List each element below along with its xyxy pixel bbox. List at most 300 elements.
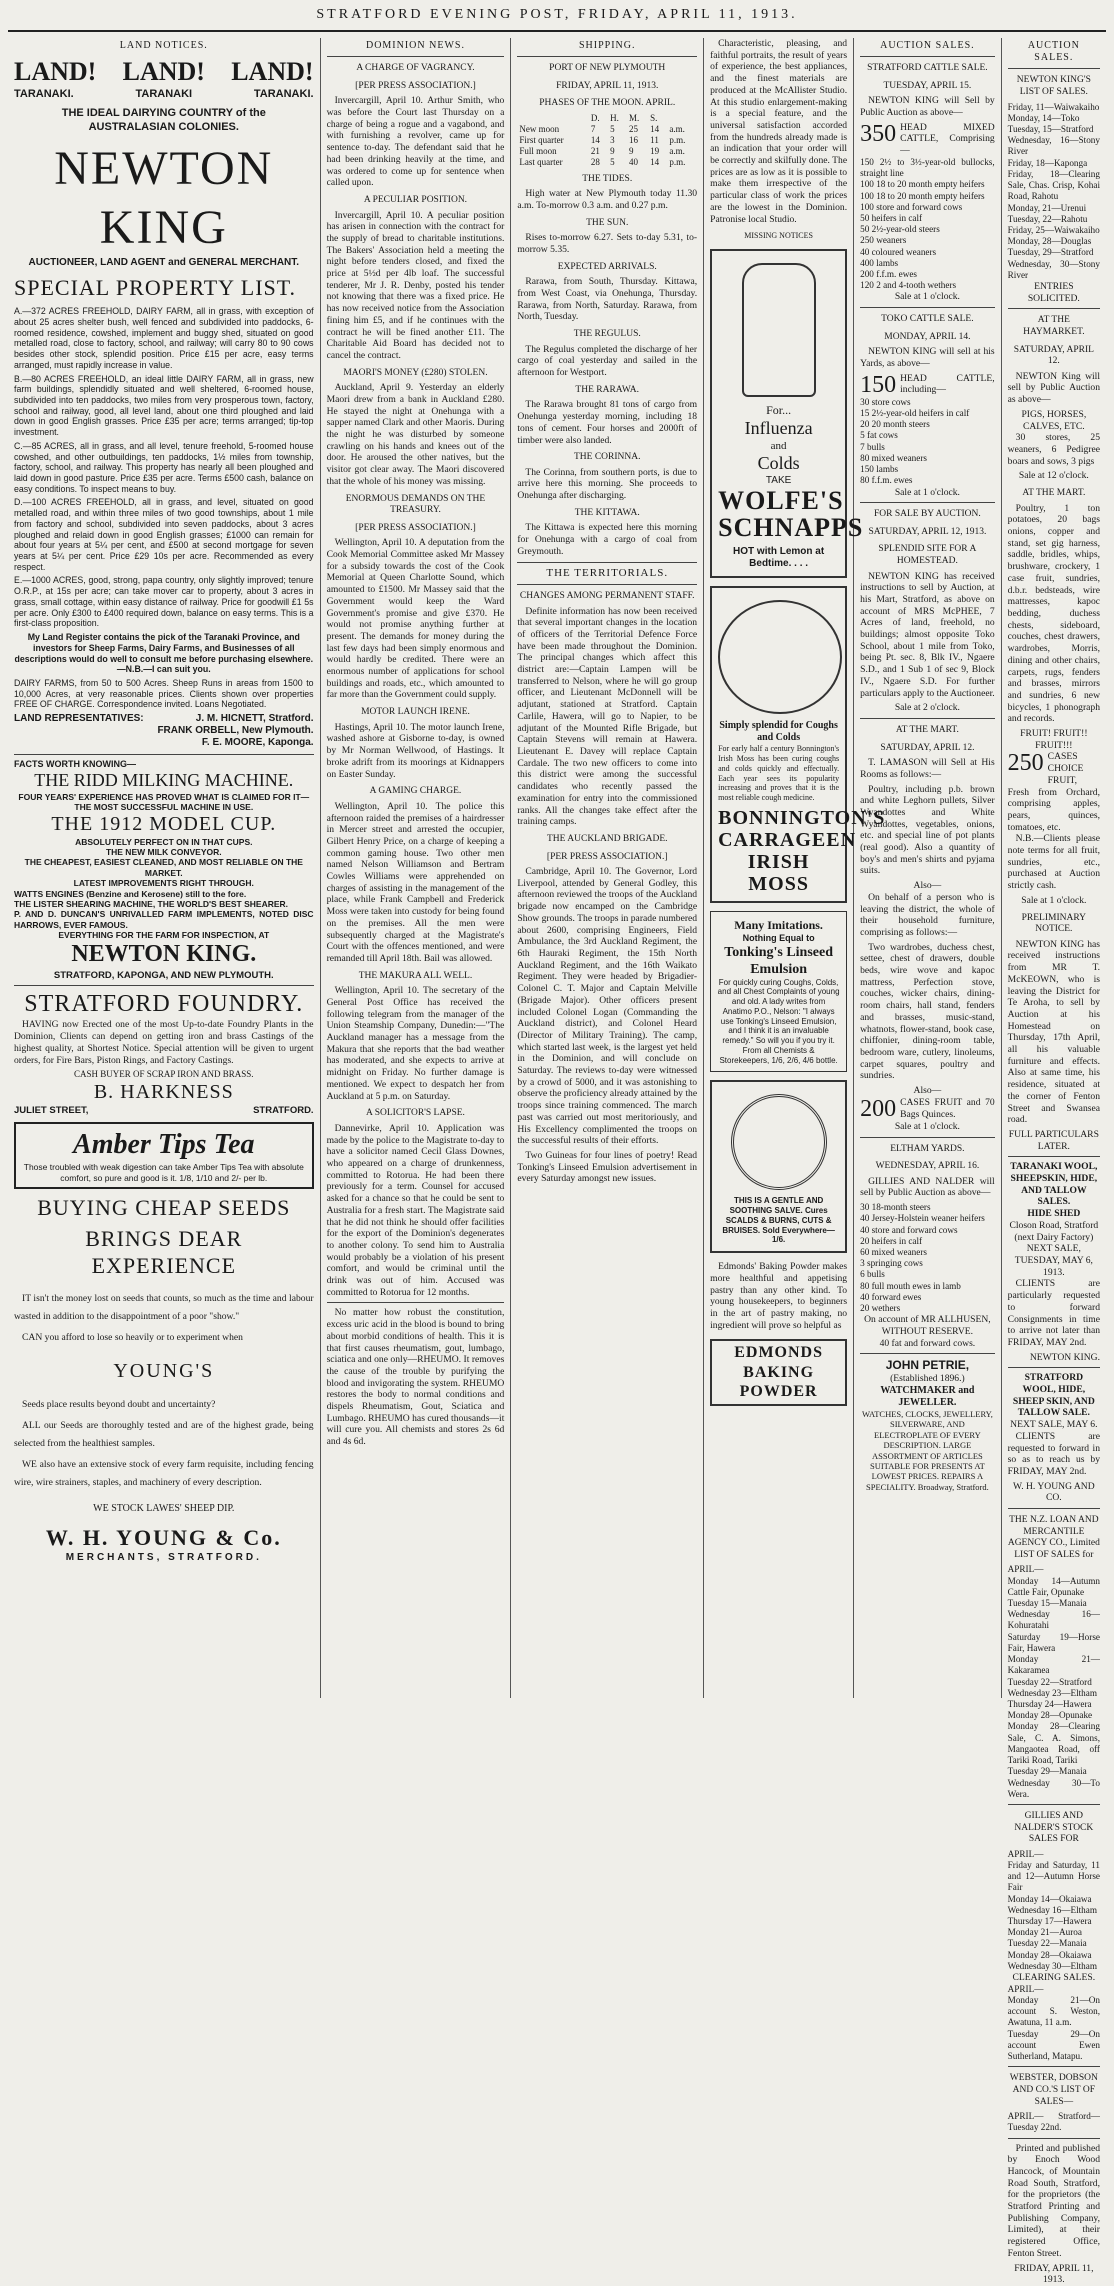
lot-item: 20 heifers in calf xyxy=(860,1235,923,1246)
list-item: Monday 28—Opunake xyxy=(1007,1710,1093,1721)
lot-title: CASES FRUIT and 70 Bags Quinces. xyxy=(900,1096,995,1120)
lot-number: 150 xyxy=(860,371,897,398)
pigs-list: 30 stores, 25 weaners, 6 Pedigree boars and sows, 3 pigs xyxy=(1007,432,1100,467)
duncan-line: P. AND D. DUNCAN'S UNRIVALLED FARM IMPLEMENTS, NOTED DISC HARROWS, EVER FAMOUS. xyxy=(14,909,314,930)
moon-cell: a.m. xyxy=(669,145,685,156)
moon-cell: p.m. xyxy=(669,134,686,145)
list-heading: NEWTON KING'S LIST OF SALES. xyxy=(1016,75,1091,97)
wolfe-take: TAKE xyxy=(765,474,792,486)
press-association: [PER PRESS ASSOCIATION.] xyxy=(355,522,476,533)
moon-cell: 5 xyxy=(610,156,615,167)
article-heading: THE CORINNA. xyxy=(573,452,641,463)
studio-ad: Characteristic, pleasing, and faithful portraits, the result of years of experience, the best appliances, and the finest materials are produced at the McAllister Studio. At this studio enlargement-making is a special feature, and the universal satisfaction accorded from the hundreds already made is an indication that your order will be correctly and skilfully done. The prices are as low as it is possible to make them irrespective of the particular class of work the prices are the lowest in the Dominion. Patronise local Studio. xyxy=(710,38,848,225)
wolfe-for: For... xyxy=(766,403,792,417)
article-text: Rarawa, from South, Thursday. Kittawa, from West Coast, via Onehunga, Thursday. Rarawa, from North, Saturday. Rarawa, from North, Tuesday. xyxy=(517,276,698,323)
tonking-ad xyxy=(710,911,847,1073)
sale-heading: STRATFORD CATTLE SALE. xyxy=(867,63,988,74)
section-header: SHIPPING. xyxy=(578,40,636,51)
street: JULIET STREET, xyxy=(14,1104,89,1116)
moon-cell: 3 xyxy=(610,134,615,145)
sale-date: WEDNESDAY, APRIL 16. xyxy=(875,1161,980,1172)
moon-row xyxy=(517,135,697,146)
article-heading: A CHARGE OF VAGRANCY. xyxy=(356,63,475,74)
moon-cell: 14 xyxy=(650,156,660,167)
sale-date: SATURDAY, APRIL 12. xyxy=(880,742,975,753)
list-item: Monday, 28—Douglas xyxy=(1007,236,1092,247)
bonnington-headline: Simply splendid for Coughs and Colds xyxy=(719,720,838,744)
sale-intro: NEWTON KING will sell at his Yards, as above— xyxy=(860,346,995,370)
moon-cell: First quarter xyxy=(519,134,564,145)
divider xyxy=(860,1137,995,1138)
lot-item: 150 2½ to 3½-year-old bullocks, straight line xyxy=(860,156,995,179)
taranaki-word: TARANAKI. xyxy=(14,87,74,100)
amber-tips-ad xyxy=(14,1122,314,1189)
harkness: B. HARKNESS xyxy=(93,1081,234,1104)
watts-line: WATTS ENGINES (Benzine and Kerosene) still to the fore. xyxy=(14,888,247,899)
lot-title: HEAD CATTLE, including— xyxy=(900,372,995,396)
seeds-text: ALL our Seeds are thoroughly tested and are of the highest grade, being selected from the healthiest samples. xyxy=(14,1419,314,1449)
lot-item: 100 18 to 20 month empty heifers xyxy=(860,179,985,190)
property-item: A.—372 ACRES FREEHOLD, DAIRY FARM, all in grass, with exception of about 25 acres shelter bush, well fenced and subdivided into paddocks, 6-roomed residence, cowshed, implement and buggy shed, situated on good metalled road, close to factory, school, and railway; will carry 80 to 90 cows besides other stock, splendid position. Price £15 per acre, easy terms arranged, must rapidly increase in value. xyxy=(14,306,314,370)
moon-col-head: H. xyxy=(610,112,619,123)
sale-time: Sale at 1 o'clock. xyxy=(894,486,960,498)
moon-cell: Full moon xyxy=(519,145,557,156)
list-item: Friday, 25—Waiwakaiho xyxy=(1007,224,1100,235)
lot-item: 50 2½-year-old steers xyxy=(860,224,940,235)
moon-header-row xyxy=(517,113,697,124)
moon-col-head: D. xyxy=(590,112,600,123)
moon-row xyxy=(517,124,697,135)
stratford-wool: STRATFORD WOOL, HIDE, SHEEP SKIN, AND TALLOW SALE. xyxy=(1012,1372,1095,1419)
section-header: DOMINION NEWS. xyxy=(365,40,465,51)
lot-item: 5 fat cows xyxy=(860,430,898,441)
article-text: Two Guineas for four lines of poetry! Read Tonking's Linseed Emulsion advertisement in every Saturday amongst new issues. xyxy=(517,1149,698,1185)
list-item: Friday, 11—Waiwakaiho xyxy=(1007,101,1100,112)
seeds-text: WE also have an extensive stock of every farm requisite, including fencing wire, wire strainers, staples, and machinery of every description. xyxy=(14,1459,314,1489)
column-shipping xyxy=(511,38,704,1698)
sale-intro: GILLIES AND NALDER will sell by Public Auction as above— xyxy=(860,1175,995,1199)
tonking-imitations: Many Imitations. xyxy=(734,917,823,932)
clearing-heading: CLEARING SALES. xyxy=(1012,1972,1096,1984)
sale-heading: TOKO CATTLE SALE. xyxy=(881,314,974,325)
article-heading: THE MAKURA ALL WELL. xyxy=(358,970,473,981)
divider xyxy=(1008,2066,1100,2067)
lot-number: 350 xyxy=(860,120,897,147)
salve-ad xyxy=(710,1080,847,1253)
lot-item: 50 heifers in calf xyxy=(860,212,923,223)
article-text: Auckland, April 9. Yesterday an elderly Maori drew from a bank in Auckland £280. He stayed the night at Onehunga with a sapper named Clark and other Maoris. During the night he was disturbed by someone crawling on his hands and knees out of the door. He aroused the other natives, but the visitor got clear away. The Maori discovered that the whole of his money was missing. xyxy=(326,382,505,487)
lot-item: 15 2½-year-old heifers in calf xyxy=(860,407,970,418)
column-auction-lists xyxy=(1002,38,1106,2286)
divider xyxy=(517,56,697,57)
list-item: Tuesday, 29—Stratford xyxy=(1007,247,1094,258)
lot-item: 30 store cows xyxy=(860,396,911,407)
list-item: Tuesday, 22—Rahotu xyxy=(1007,213,1088,224)
lot-item: 150 lambs xyxy=(860,464,899,475)
lot-item: 400 lambs xyxy=(860,257,899,268)
list-heading: THE N.Z. LOAN AND MERCANTILE AGENCY CO., Limited LIST OF SALES for xyxy=(1007,1515,1100,1560)
closon-road: Closon Road, Stratford (next Dairy Factory) xyxy=(1009,1219,1099,1243)
gn-list xyxy=(1008,1849,1100,1972)
property-item: E.—1000 ACRES, good, strong, papa country, only slightly improved; tenure O.R.P., at 15s per acre; can take mover car to property, about 3 acres in grass, small cottage, within easy distance of railway. Price for goodwill £1 5s per acre. Only £300 to £400 required down, balance on easy terms. This is a first-class proposition. xyxy=(14,575,314,629)
divider xyxy=(860,718,995,719)
sale-heading: AT THE HAYMARKET. xyxy=(1023,315,1085,338)
divider xyxy=(1008,68,1100,69)
nk-list xyxy=(1008,102,1100,282)
prelim-heading: PRELIMINARY NOTICE. xyxy=(1021,912,1087,935)
sale-date: MONDAY, APRIL 14. xyxy=(884,331,971,342)
allhusen: On account of MR ALLHUSEN, WITHOUT RESERVE. xyxy=(864,1314,991,1337)
bonnington-text: For early half a century Bonnington's Irish Moss has been curing coughs and colds quickly and effectually. Each year sees its popularity increasing and proves that it is the most reliable cough medicine. xyxy=(718,744,840,803)
lot-item: 40 forward ewes xyxy=(860,1291,922,1302)
sale-intro: T. LAMASON will Sell at His Rooms as follows:— xyxy=(860,757,995,780)
also-label: Also— xyxy=(913,1085,942,1097)
sale-text: On behalf of a person who is leaving the district, the whole of their household furniture, comprising as follows:— xyxy=(860,891,995,938)
newton-king-2: NEWTON KING. xyxy=(71,941,257,968)
land-word: LAND! xyxy=(14,57,97,87)
divider xyxy=(517,584,697,585)
article-heading: A SOLICITOR'S LAPSE. xyxy=(366,1108,465,1119)
article-text: Definite information has now been received that several important changes in the location of officers of the Territorial Defence Force have been made throughout the Dominion. The principal changes which affect this district are:—Captain Lampen will be transferred to Nelson, where he will go group officer, and Lieutenant McDonnell will be adjutant, stationed at Stratford. Captain Carlile, Hawera, will go to Napier, to be adjutant of the Mounted Rifle Brigade, but Captain Stevens will remain at Hawera. Lieutenant E. Davey will replace Captain Cardale. The two new officers to come into this district were among the successful candidates who recently passed the examination for entry into the commissioned ranks. All the changes take effect after the training camps. xyxy=(517,605,698,828)
petrie-est: (Established 1896.) xyxy=(890,1372,965,1384)
rheumo-ad: No matter how robust the constitution, excess uric acid in the blood is bound to bring about morbid conditions of health. This it is that first causes rheumatism, gout, lumbago, sciatica and one only—RHEUMO. It removes the cause of the trouble by purifying the blood and invigorating the system. RHEUMO restores the body to normal conditions and dispels Rheumatism, Gout, Sciatica and Lumbago. RHEUMO has cured thousands—it will cure you. All chemists and stores 2s 6d and 4s 6d. xyxy=(326,1307,505,1448)
property-item: C.—85 ACRES, all in grass, and all level, tenure freehold, 5-roomed house cowshed, and other outbuildings, ten paddocks, 1½ miles from township, factory, school, and railway. This property has nearly all been ploughed and laid down in good pasture. Price £35 per acre. Terms £500 cash, balance on easy conditions. To inspect means to buy. xyxy=(14,440,314,494)
land-word: LAND! xyxy=(122,57,205,87)
lot-item: 60 mixed weaners xyxy=(860,1246,927,1257)
ridd-machine: THE RIDD MILKING MACHINE. xyxy=(34,769,294,790)
article-text: Invercargill, April 10. A peculiar position has arisen in connection with the contract for the supply of bread to charitable institutions. The Bakers' Association held a meeting the night before tenders closed, and fixed the price at 5½d per 4lb loaf. The successful tenderer, Mr J. R. Denby, posted his tender not knowing that there was a fixed price. He has now received notice from the Association fining him £5, and if he continues with the contract he will be fined another £11. The Charitable Aid Board has decided not to cancel the contract. xyxy=(326,209,505,361)
wolfe-brand: WOLFE'S SCHNAPPS xyxy=(718,486,864,543)
edmonds-brand: EDMONDS BAKING POWDER xyxy=(734,1344,823,1401)
list-item: Tuesday 29—Manaia xyxy=(1007,1766,1087,1777)
tonking-text: For quickly curing Coughs, Colds, and all Chest Complaints of young and old. A lady writes from Anatimo P.O., Nelson: "I always use Tonking's Linseed Emulsion, and I think it is an invaluable remedy." So will you if you try it. From all Chemists & Storekeepers, 1/6, 2/6, 4/6 bottle. xyxy=(717,977,840,1065)
sale-lot xyxy=(1008,751,1100,833)
sale-lot xyxy=(860,373,995,397)
model-cup: THE 1912 MODEL CUP. xyxy=(51,813,277,836)
list-item: Monday 14—Autumn Cattle Fair, Opunake xyxy=(1007,1575,1100,1597)
seeds-text: CAN you afford to lose so heavily or to experiment when xyxy=(22,1331,243,1343)
section-header: LAND NOTICES. xyxy=(119,40,208,51)
sale-text: NEWTON KING has received instructions to sell by Auction, at his Mart, Stratford, as above on account of MRS McPHEE, 7 Acres of land, freehold, no buildings; almost opposite Toko School, about 1 mile from Toko, being Pt. sec. 8, Blk IV., Ngaere S.D., and 1 Sub 1 of sec 9, Block IV., Ngaere S.D. For further particulars apply to the Auctioneer. xyxy=(860,570,995,699)
list-item: Monday 28—Clearing Sale, C. A. Simons, Mangaotea Road, off Tariki Road, Tariki xyxy=(1007,1721,1100,1766)
lot-item: 20 wethers xyxy=(860,1303,901,1314)
moon-cell: 14 xyxy=(650,123,660,134)
lot-item: 40 store and forward cows xyxy=(860,1224,958,1235)
lot-item: 40 coloured weaners xyxy=(860,246,937,257)
lot-item: 3 springing cows xyxy=(860,1258,923,1269)
lot-item: 200 f.f.m. ewes xyxy=(860,269,918,280)
moon-phases-heading: PHASES OF THE MOON. APRIL. xyxy=(539,98,676,109)
lot-item: 80 f.f.m. ewes xyxy=(860,475,913,486)
lot-item: 7 bulls xyxy=(860,441,885,452)
list-item: Thursday 24—Hawera xyxy=(1007,1699,1092,1709)
sale-text: Poultry, including p.b. brown and white Leghorn pullets, Silver Wyandottes and White Wyandottes, vegetables, onions, etc. and special line of pot plants (real good). Also a quantity of boy's and men's shirts and pyjama suits. xyxy=(860,783,995,877)
section-header: AUCTION SALES. xyxy=(1027,40,1080,64)
special-property-heading: SPECIAL PROPERTY LIST. xyxy=(14,275,297,301)
sale-time: Sale at 2 o'clock. xyxy=(894,702,960,714)
list-item: Wednesday, 16—Stony River xyxy=(1007,135,1100,157)
article-heading: THE KITTAWA. xyxy=(574,507,640,518)
taranaki-banner xyxy=(14,88,314,101)
moon-cell: 16 xyxy=(629,134,639,145)
list-heading: GILLIES AND NALDER'S STOCK SALES FOR xyxy=(1014,1810,1094,1845)
next-sale: NEXT SALE, MAY 6. xyxy=(1010,1419,1098,1431)
moon-cell: Last quarter xyxy=(519,156,563,167)
fruit-nb: N.B.—Clients please note terms for all fruit, sundries, etc., purchased at Auction strictly cash. xyxy=(1007,833,1100,892)
lister-line: THE LISTER SHEARING MACHINE, THE WORLD'S BEST SHEARER. xyxy=(14,898,289,909)
lot-item: 100 18 to 20 month empty heifers xyxy=(860,190,985,201)
list-item: Wednesday 16—Kohuratahi xyxy=(1007,1609,1100,1631)
divider xyxy=(327,1302,505,1303)
foundry-title: STRATFORD FOUNDRY. xyxy=(24,991,304,1018)
latest-line: LATEST IMPROVEMENTS RIGHT THROUGH. xyxy=(73,878,254,889)
buying-cheap-seeds: BUYING CHEAP SEEDS xyxy=(37,1195,291,1221)
divider xyxy=(1008,1367,1100,1368)
facts-heading: FACTS WORTH KNOWING— xyxy=(14,758,136,769)
clearing-list xyxy=(1008,1984,1100,2063)
moon-cell: 14 xyxy=(590,134,600,145)
moon-cell: 7 xyxy=(590,123,596,134)
wolfes-schnapps-ad xyxy=(710,249,864,578)
lot-title: HEAD MIXED CATTLE, Comprising— xyxy=(900,121,995,157)
list-item: APRIL— xyxy=(1007,1564,1044,1575)
edmonds-text: Edmonds' Baking Powder makes more healthful and appetising pastry than any other kind. To young housekeepers, to beginners in the art of pastry making, no ingredient will prove so helpful as xyxy=(710,1261,848,1331)
schnapps-bottle-icon xyxy=(742,263,816,397)
divider xyxy=(14,754,314,755)
article-heading: THE SUN. xyxy=(586,217,629,228)
divider xyxy=(1008,1156,1100,1157)
sale-lot xyxy=(860,1097,995,1121)
moon-cell: 9 xyxy=(610,145,615,156)
article-text: Dannevirke, April 10. Application was made by the police to the Magistrate to-day to have a solicitor named Cecil Glass Downes, who appeared on a charge of drunkenness, committed to Rotorua. He had been there previously for a term. Counsel for accused asked for a chance so that he could be sent to Australia for a fresh start. The Magistrate said that he did not think he should offer facilities for the export of the Dominion's degenerates to another colony. To send him to Australia would probably be a violation of his present comfort, and would be criminal until the drink was out of him. Accused was committed to Rotorua for 12 months. xyxy=(326,1122,505,1298)
article-heading: MOTOR LAUNCH IRENE. xyxy=(361,707,470,718)
tonking-brand: Tonking's Linseed Emulsion xyxy=(724,944,834,977)
bonnington-brand: BONNINGTON'S CARRAGEEN IRISH MOSS xyxy=(718,806,886,895)
bonnington-ad xyxy=(710,586,886,903)
list-item: Tuesday, 15—Stratford xyxy=(1007,123,1094,134)
land-word: LAND! xyxy=(231,57,314,87)
article-heading: A GAMING CHARGE. xyxy=(369,786,462,797)
newton-king-title: NEWTON KING xyxy=(54,142,274,254)
lot-number: 200 xyxy=(860,1095,897,1122)
article-text: The Rarawa brought 81 tons of cargo from Onehunga yesterday morning, including 18 tons of cement. Four horses and 2000ft of timber were also landed. xyxy=(517,399,698,446)
taranaki-wool: TARANAKI WOOL, SHEEPSKIN, HIDE, AND TALLOW SALES. xyxy=(1010,1161,1098,1208)
moon-cell: a.m. xyxy=(669,123,685,134)
list-item: APRIL— xyxy=(1007,1983,1044,1994)
also-label: Also— xyxy=(913,880,942,892)
divider xyxy=(327,56,505,57)
merchants: MERCHANTS, STRATFORD. xyxy=(65,1551,262,1563)
moon-cell: 5 xyxy=(610,123,615,134)
town: STRATFORD. xyxy=(253,1104,314,1116)
moon-row xyxy=(517,146,697,157)
moon-col-head: M. xyxy=(629,112,640,123)
lot-items xyxy=(860,157,995,292)
moon-cell: 9 xyxy=(629,145,634,156)
columns xyxy=(8,38,1106,2286)
imprint: Printed and published by Enoch Wood Hancock, of Mountain Road South, Stratford, for the proprietors (the Stratford Printing and Publishing Company, Limited), at their registered Office, Fenton Street. xyxy=(1007,2142,1100,2259)
youngs-title: YOUNG'S xyxy=(113,1360,215,1383)
scrap-line: CASH BUYER OF SCRAP IRON AND BRASS. xyxy=(74,1069,254,1080)
lot-item: 20 20 month steers xyxy=(860,419,930,430)
full-particulars: FULL PARTICULARS LATER. xyxy=(1008,1128,1099,1152)
prelim-text: NEWTON KING has received instructions from MR T. McKEOWN, who is leaving the District for Te Aroha, to sell by Auction at his Homestead on Thursday, 17th April, all his valuable furniture and effects. Also at same time, his residence, situated at the corner of Fenton Street and Swansea road. xyxy=(1007,938,1100,1126)
land-banner xyxy=(14,56,314,88)
wolfe-colds: Colds xyxy=(757,452,800,473)
article-heading: CHANGES AMONG PERMANENT STAFF. xyxy=(519,590,695,601)
seal-emblem-icon xyxy=(731,1094,827,1190)
article-heading: MAORI'S MONEY (£280) STOLEN. xyxy=(343,367,488,378)
sale-heading: AT THE MART. xyxy=(1022,488,1086,499)
article-heading: THE REGULUS. xyxy=(573,329,641,340)
reps-label: LAND REPRESENTATIVES: xyxy=(14,713,144,725)
petrie-name: JOHN PETRIE, xyxy=(885,1358,970,1373)
divider xyxy=(1008,2138,1100,2139)
sale-lot xyxy=(860,122,995,157)
property-item: D.—100 ACRES FREEHOLD, all in grass, and level, situated on good metalled road, and within three miles of two good townships, about 1 mile from factory and school, subdivided into seven paddocks, about 3 acres ploughed and relaid down in good English grasses; £1000 can remain for about four years at 5¼ per cent, and £500 at second mortgage for seven years at 5¼ per cent. Price £29 10s per acre. Recommended as every respect. xyxy=(14,497,314,572)
sale-time: Sale at 1 o'clock. xyxy=(894,291,960,303)
cup-sub: ABSOLUTELY PERFECT ON IN THAT CUPS. xyxy=(75,836,253,847)
portrait-illustration xyxy=(718,600,842,714)
divider xyxy=(517,562,697,563)
wolfe-influenza: Influenza xyxy=(744,417,813,438)
rep-name: F. E. MOORE, Kaponga. xyxy=(201,737,314,749)
article-text: The Kittawa is expected here this morning for Onehunga with a cargo of coal from Greymouth. xyxy=(517,522,698,557)
list-item: Monday 21—Kakaramea xyxy=(1007,1654,1100,1676)
foundry-text: HAVING now Erected one of the most Up-to-date Foundry Plants in the Dominion, Clients can depend on getting iron and brass Castings of the highest quality, at Shortest Notice. Special attention will be given to urgent orders, for Fire Bars, Piston Rings, and Factory Castings. xyxy=(14,1019,314,1066)
press-association: [PER PRESS ASSOCIATION.] xyxy=(355,80,476,91)
moon-row xyxy=(517,157,697,168)
pigs-heading: PIGS, HORSES, CALVES, ETC. xyxy=(1021,408,1087,432)
column-land-notices xyxy=(8,38,321,1698)
webster-list: APRIL— Stratford—Tuesday 22nd. xyxy=(1007,2111,1100,2133)
divider xyxy=(1008,1508,1100,1509)
article-heading: THE AUCKLAND BRIGADE. xyxy=(546,833,668,844)
press-association: [PER PRESS ASSOCIATION.] xyxy=(546,851,668,862)
port-date: FRIDAY, APRIL 11, 1913. xyxy=(556,80,659,91)
article-heading: THE RARAWA. xyxy=(575,384,640,395)
list-heading: WEBSTER, DOBSON AND CO.'S LIST OF SALES— xyxy=(1009,2073,1098,2107)
sale-time: Sale at 1 o'clock. xyxy=(1021,894,1087,906)
amber-tips-sub: Those troubled with weak digestion can take Amber Tips Tea with absolute comfort, so pure and good is it. 1/8, 1/10 and 2/- per lb. xyxy=(23,1162,304,1183)
divider xyxy=(860,1353,995,1354)
article-text: Wellington, April 10. A deputation from the Cook Memorial Committee asked Mr Massey for a subsidy towards the cost of the Cook Memorial at Queen Charlotte Sound, which amounted to £1500. Mr Massey said that the Government would keep the Ward Government's promise and give £370. He would not promise anything further at present. The demands for money during the last few days had been simply enormous and would hardly be credited. There were an enormous number of applications for school buildings and roads, etc., which amounted to far more than the Government could supply. xyxy=(326,537,505,701)
sale-heading: SPLENDID SITE FOR A HOMESTEAD. xyxy=(878,544,977,566)
notices-heading: MISSING NOTICES xyxy=(744,231,813,241)
cheapest-line: THE CHEAPEST, EASIEST CLEANED, AND MOST RELIABLE ON THE MARKET. xyxy=(24,857,303,878)
territorials-heading: THE TERRITORIALS. xyxy=(546,566,669,579)
clients-text: CLIENTS are requested to forward in so as to reach us by FRIDAY, MAY 2nd. xyxy=(1007,1430,1100,1477)
auctioneer-line: AUCTIONEER, LAND AGENT and GENERAL MERCHANT. xyxy=(28,257,300,269)
list-item: Monday 21—On account S. Weston, Awatuna, 11 a.m. xyxy=(1007,1995,1100,2028)
article-text: Rises to-morrow 6.27. Sets to-day 5.31, to-morrow 5.35. xyxy=(517,232,698,256)
moon-cell: New moon xyxy=(519,123,560,134)
edmonds-ad xyxy=(710,1339,847,1406)
column-dominion-news xyxy=(321,38,512,1698)
article-text: Wellington, April 10. The police this afternoon raided the premises of a hairdresser in Mercer street and arrested the occupier, Gilbert Henry Price, on a charge of keeping a common gaming house. Two other men named Nelson Williamson and Bertram Cowles Williams were apprehended on charges of assisting in the management of the place, while Frank Campbell and Frederick Moss were taken into custody for being found on the premises. All the men were subsequently charged at the Magistrate's Court with the offences mentioned, and were remanded till April 18th. Bail was allowed. xyxy=(326,800,505,964)
moon-cell: 28 xyxy=(590,156,600,167)
petrie-trade: WATCHMAKER and JEWELLER. xyxy=(880,1384,975,1408)
lot-items xyxy=(860,1202,995,1314)
branches: STRATFORD, KAPONGA, AND NEW PLYMOUTH. xyxy=(53,969,274,981)
dairy-farms: DAIRY FARMS, from 50 to 500 Acres. Sheep Runs in areas from 1500 to 10,000 Acres, at very reasonable prices. Clients shown over properties FREE OF CHARGE. Correspondence invited. Loans Negotiated. xyxy=(14,677,314,710)
list-item: Friday and Saturday, 11 and 12—Autumn Horse Fair xyxy=(1007,1859,1100,1893)
article-text: The Corinna, from southern ports, is due to arrive here this morning. She proceeds to Onehunga after discharging. xyxy=(517,466,698,502)
wh-young: W. H. YOUNG & Co. xyxy=(45,1524,282,1550)
lot-item: 100 store and forward cows xyxy=(860,201,963,212)
moon-cell: 21 xyxy=(590,145,600,156)
list-item: Monday, 21—Urenui xyxy=(1007,202,1087,213)
sheep-dip: WE STOCK LAWES' SHEEP DIP. xyxy=(93,1502,235,1514)
lot-item: 120 2 and 4-tooth wethers xyxy=(860,280,957,291)
hide-shed: HIDE SHED xyxy=(1027,1208,1081,1220)
lot-item: 30 18-month steers xyxy=(860,1202,931,1213)
wh-young-sig: W. H. YOUNG AND CO. xyxy=(1013,1480,1095,1504)
lot-item: 80 mixed weaners xyxy=(860,452,927,463)
sale-heading: FOR SALE BY AUCTION. xyxy=(873,509,981,520)
article-heading: A PECULIAR POSITION. xyxy=(363,194,468,205)
article-heading: ENORMOUS DEMANDS ON THE TREASURY. xyxy=(345,493,486,516)
section-header: AUCTION SALES. xyxy=(880,40,975,51)
fat-cows: 40 fat and forward cows. xyxy=(879,1337,976,1349)
sale-time: Sale at 1 o'clock. xyxy=(894,1120,960,1132)
list-item: Wednesday 30—To Wera. xyxy=(1007,1777,1100,1799)
property-item: B.—80 ACRES FREEHOLD, an ideal little DAIRY FARM, all in grass, new farm buildings, splendidly situated and well sheltered, 6-roomed house, subdivided into ten paddocks, two miles from very prosperous town, factory, school and railway, good, all level land, about one third ploughed and laid down in good English grasses. Price £35 per acre; terms arranged; tip-top investment. xyxy=(14,373,314,438)
next-sale: NEXT SALE, TUESDAY, MAY 6, 1913. xyxy=(1014,1243,1093,1278)
moon-cell: p.m. xyxy=(669,156,686,167)
sale-intro: NEWTON KING will Sell by Public Auction as above— xyxy=(860,95,995,119)
port-name: PORT OF NEW PLYMOUTH xyxy=(549,63,666,74)
list-item: Wednesday 30—Eltham xyxy=(1007,1960,1097,1971)
amber-tips-brand: Amber Tips Tea xyxy=(73,1129,255,1161)
seeds-text: IT isn't the money lost on seeds that counts, so much as the time and labour wasted in addition to the disappointment of a poor "show." xyxy=(14,1292,314,1322)
list-item: Monday 21—Auroa xyxy=(1007,1927,1082,1938)
divider xyxy=(860,56,995,57)
imprint-date: FRIDAY, APRIL 11, 1913. xyxy=(1014,2262,1094,2286)
wolfe-and: and xyxy=(770,439,787,452)
list-item: Monday 28—Okaiawa xyxy=(1007,1949,1092,1960)
article-text: Cambridge, April 10. The Governor, Lord Liverpool, attended by General Godley, this afternoon reviewed the troops of the Auckland brigade now encamped on the Cambridge Show grounds. The troops in parade numbered about 2600, comprising Engineers, Field Ambulance, the 3rd Auckland Regiment, the 6th Hauraki Regiment, the 15th North Auckland Regiment, and the 16th Waikato Regiment. They were headed by Brigadier-Colonel C. T. Major and Captain Melville (Brigade Major). Other officers present included Colonel Logan (Commanding the Auckland district), and Colonel Heard (Director of Military Training). The camp, which started last week, is the largest yet held in the Dominion, and will conclude on Saturday. The reviews to-day were witnessed by a crowd of 5000, and it was astonishing to observe the proficiency already attained by the troops since training commenced. The march past was carried out most meritoriously, and His Excellency complimented the troops on the successful results of their efforts. xyxy=(517,866,698,1147)
lot-item: 6 bulls xyxy=(860,1269,885,1280)
moon-cell: 11 xyxy=(650,134,659,145)
moon-cell: 19 xyxy=(650,145,660,156)
sale-heading: ELTHAM YARDS. xyxy=(890,1143,965,1154)
lot-items xyxy=(860,397,995,487)
lot-item: 250 weaners xyxy=(860,235,907,246)
article-heading: THE TIDES. xyxy=(582,173,633,184)
petrie-text: WATCHES, CLOCKS, JEWELLERY, SILVERWARE, AND ELECTROPLATE OF EVERY DESCRIPTION. LARGE ASSORTMENT OF ARTICLES SUITABLE FOR PRESENTS AT LOWEST PRICES. REPAIRS A SPECIALITY. Broadway, Stratford. xyxy=(861,1409,993,1492)
ridd-sub: FOUR YEARS' EXPERIENCE HAS PROVED WHAT IS CLAIMED FOR IT—THE MOST SUCCESSFUL MACHINE IN USE. xyxy=(18,791,310,812)
list-item: Wednesday 16—Eltham xyxy=(1007,1904,1097,1915)
moon-col-head: S. xyxy=(650,112,658,123)
tonking-nothing: Nothing Equal to xyxy=(742,932,815,943)
list-item: Wednesday, 30—Stony River xyxy=(1007,258,1100,280)
list-item: Tuesday 22—Manaia xyxy=(1007,1938,1087,1949)
harkness-address xyxy=(14,1105,314,1117)
land-register: My Land Register contains the pick of the Taranaki Province, and investors for Sheep Farms, Dairy Farms, and Businesses of all descriptions would do well to consult me before purchasing elsewhere.—N.B.—I can suit you. xyxy=(14,632,314,675)
divider xyxy=(1008,308,1100,309)
nk-signature: NEWTON KING. xyxy=(1029,1351,1100,1363)
sale-text: Poultry, 1 ton potatoes, 20 bags onions, copper and stand, set gig harness, saddle, bridles, whips, brushware, crockery, 1 case fruit, sundries, d.b.r. bedsteads, wire mattresses, kapoc bedding, duchess chests, sideboard, couches, chest drawers, wardrobes, Morris, dining and other chairs, carpets, rugs, fenders and brasses, mirrors and sundries, 6 new bicycles, 1 phonograph and records. xyxy=(1007,502,1100,725)
seeds-text: Seeds place results beyond doubt and uncertainty? xyxy=(22,1398,216,1410)
list-item: Friday, 18—Clearing Sale, Chas. Crisp, Kohai Road, Rahotu xyxy=(1007,168,1100,202)
ideal-country: THE IDEAL DAIRYING COUNTRY of the AUSTRALASIAN COLONIES. xyxy=(61,107,266,133)
list-item: Monday 14—Okaiawa xyxy=(1007,1893,1092,1904)
salve-text: THIS IS A GENTLE AND SOOTHING SALVE. Cures SCALDS & BURNS, CUTS & BRUISES. Sold Everywhere—1/6. xyxy=(722,1196,835,1245)
article-text: Hastings, April 10. The motor launch Irene, washed ashore at Gisborne to-day, is owned by Mr Norman Wellwood, of Hastings. It broke adrift from its moorings at Kidnappers on Easter Sunday. xyxy=(326,721,505,780)
lot-item: 40 Jersey-Holstein weaner heifers xyxy=(860,1213,985,1224)
column-auction-sales xyxy=(854,38,1002,1698)
